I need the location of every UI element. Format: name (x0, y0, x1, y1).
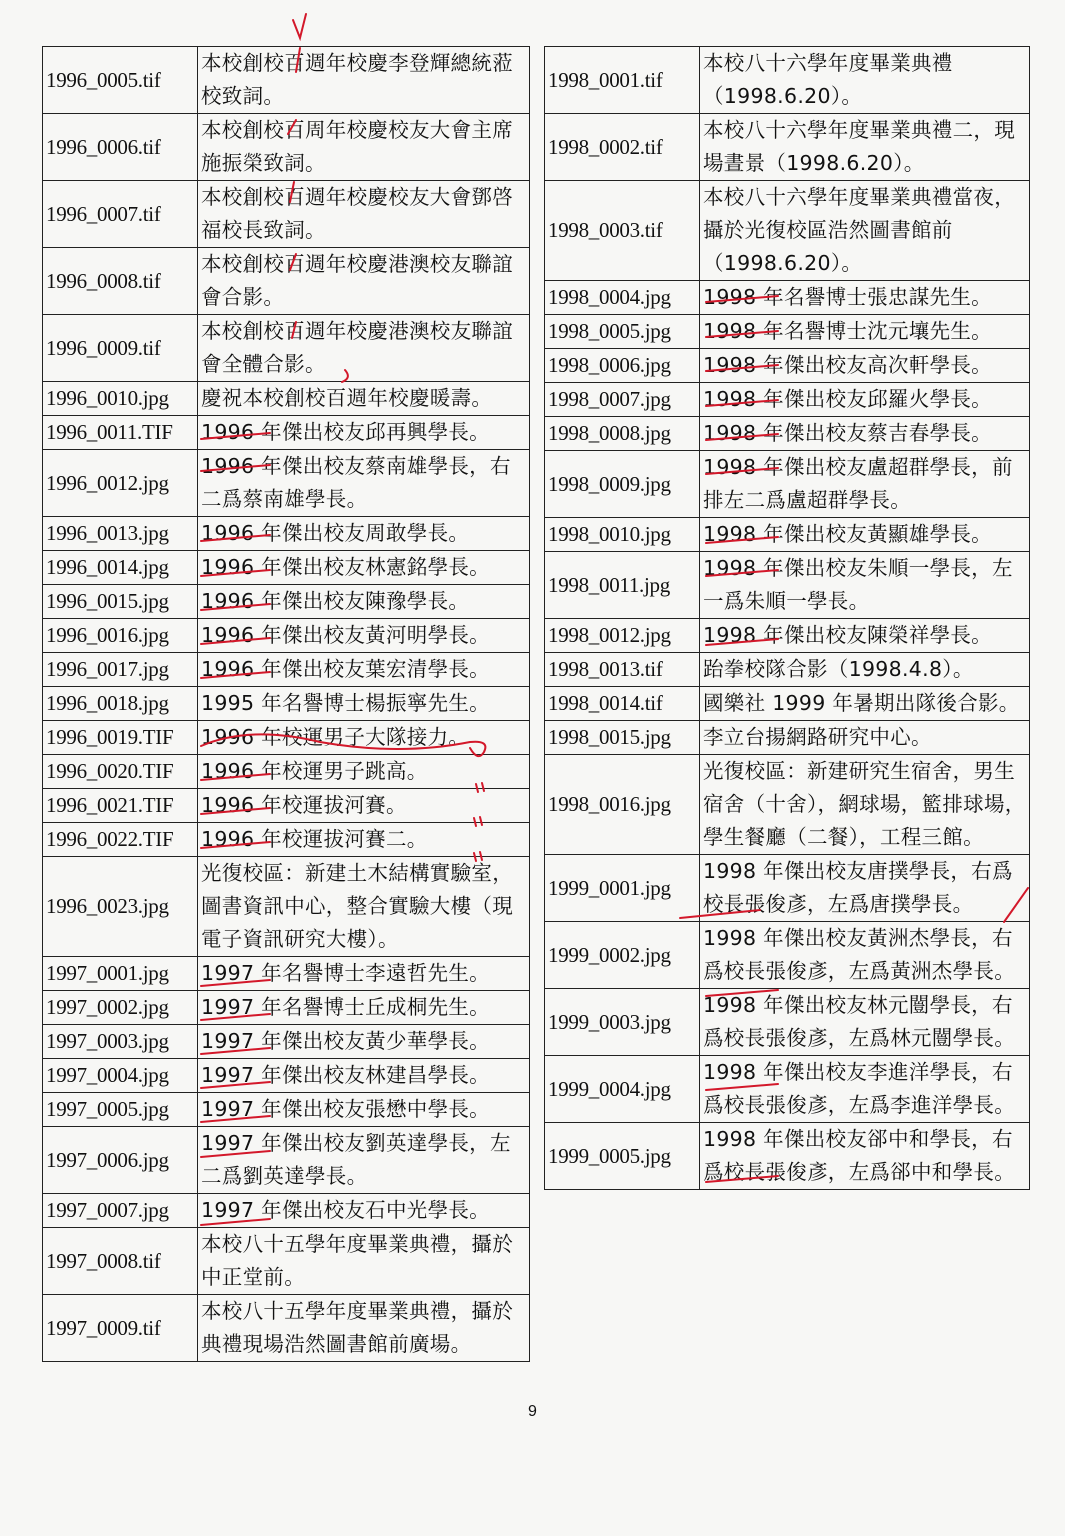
table-row (545, 383, 1030, 417)
table-row (545, 349, 1030, 383)
table-row (43, 47, 530, 114)
description-cell: 1996 年校運男子跳高。 (198, 755, 530, 789)
table-row (43, 585, 530, 619)
table-row (43, 823, 530, 857)
table-row (43, 1093, 530, 1127)
right-listing-table (544, 46, 1030, 1190)
table-row (43, 1127, 530, 1194)
file-name-cell: 1999_0001.jpg (545, 855, 700, 922)
description-cell: 1998 年傑出校友郤中和學長，右爲校長張俊彥，左爲郤中和學長。 (700, 1123, 1030, 1190)
description-cell: 本校八十五學年度畢業典禮，攝於典禮現場浩然圖書館前廣場。 (198, 1295, 530, 1362)
description-cell: 1998 年名譽博士張忠謀先生。 (700, 281, 1030, 315)
file-name-cell: 1996_0014.jpg (43, 551, 198, 585)
table-row (43, 1228, 530, 1295)
description-cell: 本校八十五學年度畢業典禮，攝於中正堂前。 (198, 1228, 530, 1295)
description-cell: 1996 年傑出校友陳豫學長。 (198, 585, 530, 619)
file-name-cell: 1998_0003.tif (545, 181, 700, 281)
table-row (43, 789, 530, 823)
table-row (545, 315, 1030, 349)
description-cell: 1995 年名譽博士楊振寧先生。 (198, 687, 530, 721)
file-name-cell: 1996_0018.jpg (43, 687, 198, 721)
file-name-cell: 1996_0009.tif (43, 315, 198, 382)
file-name-cell: 1996_0011.TIF (43, 416, 198, 450)
description-cell: 1996 年傑出校友邱再興學長。 (198, 416, 530, 450)
file-name-cell: 1996_0007.tif (43, 181, 198, 248)
description-cell: 本校八十六學年度畢業典禮（1998.6.20）。 (700, 47, 1030, 114)
description-cell: 1997 年傑出校友張懋中學長。 (198, 1093, 530, 1127)
table-row (43, 181, 530, 248)
description-cell: 1998 年傑出校友唐撲學長，右爲校長張俊彥，左爲唐撲學長。 (700, 855, 1030, 922)
description-cell: 1996 年傑出校友林憲銘學長。 (198, 551, 530, 585)
table-row (43, 687, 530, 721)
table-row (545, 417, 1030, 451)
description-cell: 1997 年名譽博士李遠哲先生。 (198, 957, 530, 991)
table-row (545, 687, 1030, 721)
table-row (545, 281, 1030, 315)
table-row (545, 721, 1030, 755)
table-row (545, 451, 1030, 518)
file-name-cell: 1997_0004.jpg (43, 1059, 198, 1093)
description-cell: 本校八十六學年度畢業典禮當夜，攝於光復校區浩然圖書館前（1998.6.20）。 (700, 181, 1030, 281)
description-cell: 本校創校百週年校慶校友大會鄧啓福校長致詞。 (198, 181, 530, 248)
file-name-cell: 1998_0013.tif (545, 653, 700, 687)
table-row (43, 517, 530, 551)
table-row (545, 552, 1030, 619)
file-name-cell: 1998_0008.jpg (545, 417, 700, 451)
table-row (43, 1025, 530, 1059)
table-row (43, 315, 530, 382)
table-row (43, 653, 530, 687)
table-row (43, 382, 530, 416)
file-name-cell: 1997_0008.tif (43, 1228, 198, 1295)
description-cell: 本校創校百周年校慶校友大會主席施振榮致詞。 (198, 114, 530, 181)
file-name-cell: 1997_0006.jpg (43, 1127, 198, 1194)
page-number: 9 (528, 1403, 537, 1420)
table-row (43, 619, 530, 653)
file-name-cell: 1997_0007.jpg (43, 1194, 198, 1228)
description-cell: 1997 年傑出校友林建昌學長。 (198, 1059, 530, 1093)
description-cell: 本校八十六學年度畢業典禮二，現場晝景（1998.6.20）。 (700, 114, 1030, 181)
table-row (545, 181, 1030, 281)
description-cell: 1998 年傑出校友盧超群學長，前排左二爲盧超群學長。 (700, 451, 1030, 518)
file-name-cell: 1998_0014.tif (545, 687, 700, 721)
table-row (545, 653, 1030, 687)
description-cell: 1998 年傑出校友陳榮祥學長。 (700, 619, 1030, 653)
description-cell: 1998 年傑出校友邱羅火學長。 (700, 383, 1030, 417)
table-row (43, 991, 530, 1025)
file-name-cell: 1996_0017.jpg (43, 653, 198, 687)
file-name-cell: 1999_0004.jpg (545, 1056, 700, 1123)
description-cell: 光復校區：新建研究生宿舍，男生宿舍（十舍），網球場，籃排球場，學生餐廳（二餐），工程三館。 (700, 755, 1030, 855)
description-cell: 1998 年名譽博士沈元壤先生。 (700, 315, 1030, 349)
description-cell: 本校創校百週年校慶港澳校友聯誼會合影。 (198, 248, 530, 315)
file-name-cell: 1997_0005.jpg (43, 1093, 198, 1127)
description-cell: 1997 年傑出校友黃少華學長。 (198, 1025, 530, 1059)
file-name-cell: 1998_0005.jpg (545, 315, 700, 349)
description-cell: 本校創校百週年校慶李登輝總統蒞校致詞。 (198, 47, 530, 114)
table-row (43, 1295, 530, 1362)
file-name-cell: 1996_0021.TIF (43, 789, 198, 823)
file-name-cell: 1997_0009.tif (43, 1295, 198, 1362)
file-name-cell: 1997_0003.jpg (43, 1025, 198, 1059)
table-row (545, 855, 1030, 922)
table-row (43, 1059, 530, 1093)
file-name-cell: 1999_0005.jpg (545, 1123, 700, 1190)
file-name-cell: 1998_0009.jpg (545, 451, 700, 518)
description-cell: 1998 年傑出校友林元闓學長，右爲校長張俊彥，左爲林元闓學長。 (700, 989, 1030, 1056)
description-cell: 1996 年傑出校友葉宏清學長。 (198, 653, 530, 687)
file-name-cell: 1998_0006.jpg (545, 349, 700, 383)
file-name-cell: 1998_0015.jpg (545, 721, 700, 755)
table-row (43, 416, 530, 450)
file-name-cell: 1996_0019.TIF (43, 721, 198, 755)
description-cell: 1998 年傑出校友高次軒學長。 (700, 349, 1030, 383)
description-cell: 1997 年傑出校友石中光學長。 (198, 1194, 530, 1228)
table-row (43, 248, 530, 315)
description-cell: 1998 年傑出校友黃顯雄學長。 (700, 518, 1030, 552)
table-row (545, 619, 1030, 653)
file-name-cell: 1996_0006.tif (43, 114, 198, 181)
description-cell: 1996 年校運男子大隊接力。 (198, 721, 530, 755)
description-cell: 國樂社 1999 年暑期出隊後合影。 (700, 687, 1030, 721)
file-name-cell: 1999_0002.jpg (545, 922, 700, 989)
table-row (43, 114, 530, 181)
file-name-cell: 1998_0004.jpg (545, 281, 700, 315)
table-row (545, 755, 1030, 855)
description-cell: 1996 年校運拔河賽。 (198, 789, 530, 823)
description-cell: 1998 年傑出校友李進洋學長，右爲校長張俊彥，左爲李進洋學長。 (700, 1056, 1030, 1123)
file-name-cell: 1998_0010.jpg (545, 518, 700, 552)
description-cell: 李立台揚網路研究中心。 (700, 721, 1030, 755)
table-row (43, 1194, 530, 1228)
description-cell: 慶祝本校創校百週年校慶暖壽。 (198, 382, 530, 416)
description-cell: 1996 年校運拔河賽二。 (198, 823, 530, 857)
file-name-cell: 1996_0020.TIF (43, 755, 198, 789)
table-row (545, 922, 1030, 989)
file-name-cell: 1998_0011.jpg (545, 552, 700, 619)
description-cell: 光復校區：新建土木結構實驗室，圖書資訊中心，整合實驗大樓（現電子資訊研究大樓）。 (198, 857, 530, 957)
file-name-cell: 1998_0007.jpg (545, 383, 700, 417)
table-row (43, 755, 530, 789)
table-row (43, 857, 530, 957)
file-name-cell: 1998_0001.tif (545, 47, 700, 114)
file-name-cell: 1998_0002.tif (545, 114, 700, 181)
description-cell: 1998 年傑出校友黃洲杰學長，右爲校長張俊彥，左爲黃洲杰學長。 (700, 922, 1030, 989)
table-row (43, 450, 530, 517)
description-cell: 跆拳校隊合影（1998.4.8）。 (700, 653, 1030, 687)
file-name-cell: 1997_0002.jpg (43, 991, 198, 1025)
table-row (545, 989, 1030, 1056)
table-row (43, 721, 530, 755)
description-cell: 1996 年傑出校友周敢學長。 (198, 517, 530, 551)
description-cell: 1996 年傑出校友蔡南雄學長，右二爲蔡南雄學長。 (198, 450, 530, 517)
description-cell: 1996 年傑出校友黃河明學長。 (198, 619, 530, 653)
file-name-cell: 1998_0012.jpg (545, 619, 700, 653)
file-name-cell: 1998_0016.jpg (545, 755, 700, 855)
left-listing-table (42, 46, 530, 1362)
file-name-cell: 1997_0001.jpg (43, 957, 198, 991)
file-name-cell: 1996_0008.tif (43, 248, 198, 315)
table-row (43, 957, 530, 991)
file-name-cell: 1996_0016.jpg (43, 619, 198, 653)
description-cell: 1998 年傑出校友朱順一學長，左一爲朱順一學長。 (700, 552, 1030, 619)
file-name-cell: 1996_0010.jpg (43, 382, 198, 416)
file-name-cell: 1996_0015.jpg (43, 585, 198, 619)
description-cell: 1998 年傑出校友蔡吉春學長。 (700, 417, 1030, 451)
table-row (545, 114, 1030, 181)
description-cell: 本校創校百週年校慶港澳校友聯誼會全體合影。 (198, 315, 530, 382)
table-row (545, 47, 1030, 114)
description-cell: 1997 年名譽博士丘成桐先生。 (198, 991, 530, 1025)
file-name-cell: 1999_0003.jpg (545, 989, 700, 1056)
table-row (545, 1056, 1030, 1123)
table-row (545, 518, 1030, 552)
file-name-cell: 1996_0012.jpg (43, 450, 198, 517)
file-name-cell: 1996_0013.jpg (43, 517, 198, 551)
description-cell: 1997 年傑出校友劉英達學長，左二爲劉英達學長。 (198, 1127, 530, 1194)
table-row (545, 1123, 1030, 1190)
file-name-cell: 1996_0005.tif (43, 47, 198, 114)
table-row (43, 551, 530, 585)
file-name-cell: 1996_0022.TIF (43, 823, 198, 857)
file-name-cell: 1996_0023.jpg (43, 857, 198, 957)
